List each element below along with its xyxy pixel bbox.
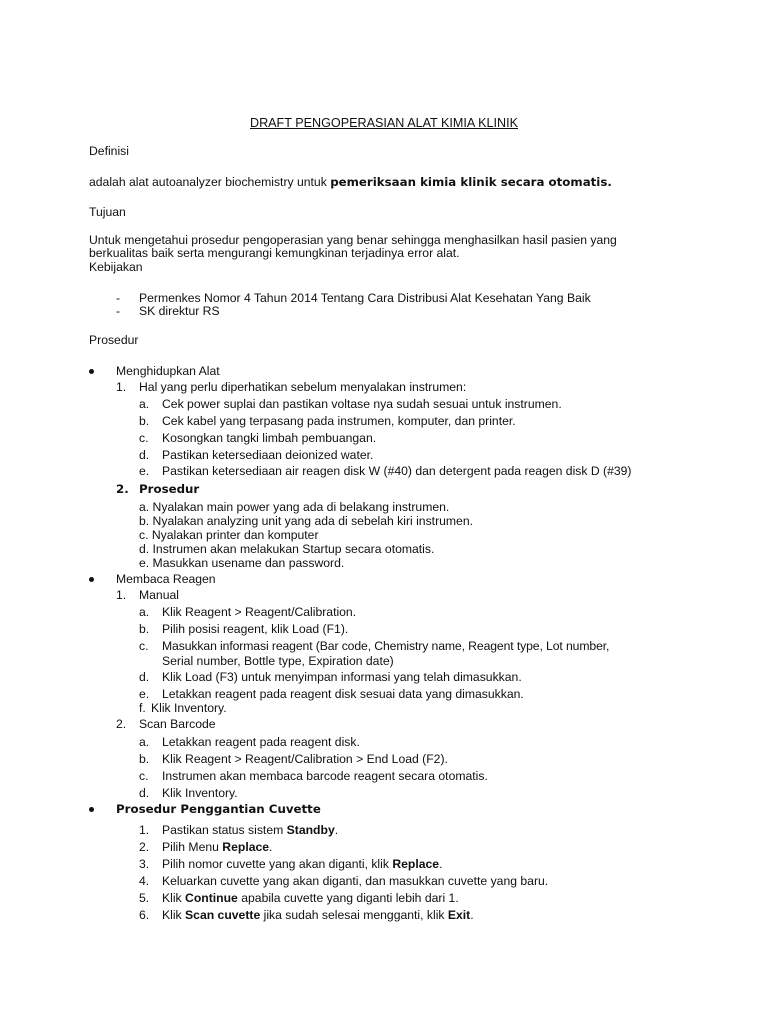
dash-marker: - bbox=[116, 291, 121, 305]
list-item: Masukkan informasi reagent (Bar code, Chemistry name, Reagent type, Lot number, bbox=[162, 639, 610, 653]
list-item: Serial number, Bottle type, Expiration date) bbox=[162, 654, 394, 668]
bullet-icon bbox=[89, 577, 94, 582]
list-item: Kosongkan tangki limbah pembuangan. bbox=[162, 431, 377, 445]
step-text-plain: Pastikan status sistem bbox=[162, 823, 287, 837]
cuvette-step bbox=[139, 840, 273, 854]
step-text: Prosedur bbox=[139, 482, 200, 496]
step-text-plain: Klik bbox=[162, 891, 186, 905]
step-text bbox=[162, 891, 459, 905]
list-item: Pilih posisi reagent, klik Load (F1). bbox=[162, 622, 349, 636]
menghidupkan-label: Menghidupkan Alat bbox=[116, 364, 220, 378]
step-text bbox=[162, 840, 272, 854]
list-item: Letakkan reagent pada reagent disk. bbox=[162, 735, 360, 749]
step-text-bold: Continue bbox=[185, 891, 238, 905]
list-marker: c. bbox=[139, 639, 149, 653]
step-text bbox=[162, 874, 548, 888]
list-item: Letakkan reagent pada reagent disk sesuai data yang dimasukkan. bbox=[162, 687, 524, 701]
definisi-text-plain: adalah alat autoanalyzer biochemistry untuk bbox=[89, 175, 331, 189]
kebijakan-item: Permenkes Nomor 4 Tahun 2014 Tentang Cara Distribusi Alat Kesehatan Yang Baik bbox=[139, 291, 591, 305]
list-marker: f. bbox=[139, 701, 146, 715]
step-number: 1. bbox=[116, 588, 127, 602]
step-text: Manual bbox=[139, 588, 179, 602]
step-text-plain: . bbox=[334, 823, 339, 837]
list-item: d. Instrumen akan melakukan Startup secara otomatis. bbox=[139, 542, 435, 556]
step-text-plain: jika sudah selesai mengganti, klik bbox=[260, 908, 448, 922]
list-item: b. Nyalakan analyzing unit yang ada di sebelah kiri instrumen. bbox=[139, 514, 473, 528]
prosedur-heading: Prosedur bbox=[89, 333, 139, 347]
step-number: 3. bbox=[139, 857, 150, 871]
kebijakan-item: SK direktur RS bbox=[139, 304, 220, 318]
list-marker: e. bbox=[139, 687, 150, 701]
list-marker: b. bbox=[139, 622, 150, 636]
step-text bbox=[162, 908, 474, 922]
list-marker: c. bbox=[139, 431, 149, 445]
definisi-text bbox=[89, 175, 612, 189]
step-text-plain: apabila cuvette yang diganti lebih dari 1. bbox=[237, 891, 459, 905]
list-marker: b. bbox=[139, 414, 150, 428]
list-marker: a. bbox=[139, 605, 150, 619]
dash-marker: - bbox=[116, 304, 121, 318]
definisi-text-bold: pemeriksaan kimia klinik secara otomatis. bbox=[330, 175, 612, 189]
cuvette-step bbox=[139, 823, 339, 837]
bullet-icon bbox=[89, 369, 94, 374]
document-title: DRAFT PENGOPERASIAN ALAT KIMIA KLINIK bbox=[249, 116, 519, 130]
cuvette-step bbox=[139, 857, 443, 871]
step-text-plain: . bbox=[439, 857, 443, 871]
list-marker: c. bbox=[139, 769, 149, 783]
step-text: Hal yang perlu diperhatikan sebelum menyalakan instrumen: bbox=[139, 380, 467, 394]
step-text-bold: Replace bbox=[222, 840, 270, 854]
list-item: Cek power suplai dan pastikan voltase nya sudah sesuai untuk instrumen. bbox=[162, 397, 562, 411]
cuvette-step bbox=[139, 908, 474, 922]
step-text-bold: Scan cuvette bbox=[185, 908, 261, 922]
step-text-plain: Klik bbox=[162, 908, 186, 922]
bullet-icon bbox=[89, 807, 94, 812]
step-number: 4. bbox=[139, 874, 150, 888]
list-item: Pastikan ketersediaan air reagen disk W (#40) dan detergent pada reagen disk D (#39) bbox=[162, 464, 632, 478]
list-marker: d. bbox=[139, 448, 150, 462]
kebijakan-heading: Kebijakan bbox=[89, 260, 143, 274]
tujuan-heading: Tujuan bbox=[89, 205, 126, 219]
list-marker: a. bbox=[139, 397, 150, 411]
tujuan-line-1: Untuk mengetahui prosedur pengoperasian yang benar sehingga menghasilkan hasil pasien yang bbox=[89, 233, 617, 247]
list-marker: e. bbox=[139, 464, 150, 478]
step-number: 2. bbox=[116, 717, 127, 731]
cuvette-step bbox=[139, 891, 459, 905]
step-text-bold: Replace bbox=[392, 857, 440, 871]
definisi-heading: Definisi bbox=[89, 144, 129, 158]
step-number: 1. bbox=[139, 823, 150, 837]
tujuan-line-2: berkualitas baik serta mengurangi kemungkinan terjadinya error alat. bbox=[89, 246, 460, 260]
cuvette-label: Prosedur Penggantian Cuvette bbox=[116, 802, 321, 816]
list-item: Klik Load (F3) untuk menyimpan informasi yang telah dimasukkan. bbox=[162, 670, 522, 684]
list-item: Instrumen akan membaca barcode reagent secara otomatis. bbox=[162, 769, 488, 783]
step-text-bold: Exit bbox=[447, 908, 471, 922]
step-text-bold: Standby bbox=[286, 823, 335, 837]
step-text bbox=[162, 857, 442, 871]
cuvette-step bbox=[139, 874, 549, 888]
step-text-plain: Pilih Menu bbox=[162, 840, 223, 854]
list-marker: b. bbox=[139, 752, 150, 766]
step-number: 6. bbox=[139, 908, 150, 922]
membaca-label: Membaca Reagen bbox=[116, 572, 216, 586]
step-text-plain: . bbox=[470, 908, 474, 922]
list-item: Cek kabel yang terpasang pada instrumen, komputer, dan printer. bbox=[162, 414, 516, 428]
list-marker: a. bbox=[139, 735, 150, 749]
list-item: Klik Reagent > Reagent/Calibration. bbox=[162, 605, 357, 619]
step-number: 5. bbox=[139, 891, 150, 905]
list-marker: d. bbox=[139, 670, 150, 684]
list-marker: d. bbox=[139, 786, 150, 800]
list-item: Klik Inventory. bbox=[162, 786, 238, 800]
step-text-plain: Keluarkan cuvette yang akan diganti, dan masukkan cuvette yang baru. bbox=[162, 874, 549, 888]
list-item: Pastikan ketersediaan deionized water. bbox=[162, 448, 374, 462]
step-text-plain: Pilih nomor cuvette yang akan diganti, klik bbox=[162, 857, 393, 871]
step-number: 2. bbox=[116, 482, 129, 496]
step-text-plain: . bbox=[269, 840, 273, 854]
list-item: c. Nyalakan printer dan komputer bbox=[139, 528, 319, 542]
list-item: e. Masukkan usename dan password. bbox=[139, 556, 345, 570]
step-number: 1. bbox=[116, 380, 127, 394]
list-item: Klik Inventory. bbox=[151, 701, 227, 715]
step-text bbox=[162, 823, 338, 837]
list-item: a. Nyalakan main power yang ada di belakang instrumen. bbox=[139, 500, 450, 514]
step-number: 2. bbox=[139, 840, 150, 854]
step-text: Scan Barcode bbox=[139, 717, 216, 731]
list-item: Klik Reagent > Reagent/Calibration > End Load (F2). bbox=[162, 752, 448, 766]
